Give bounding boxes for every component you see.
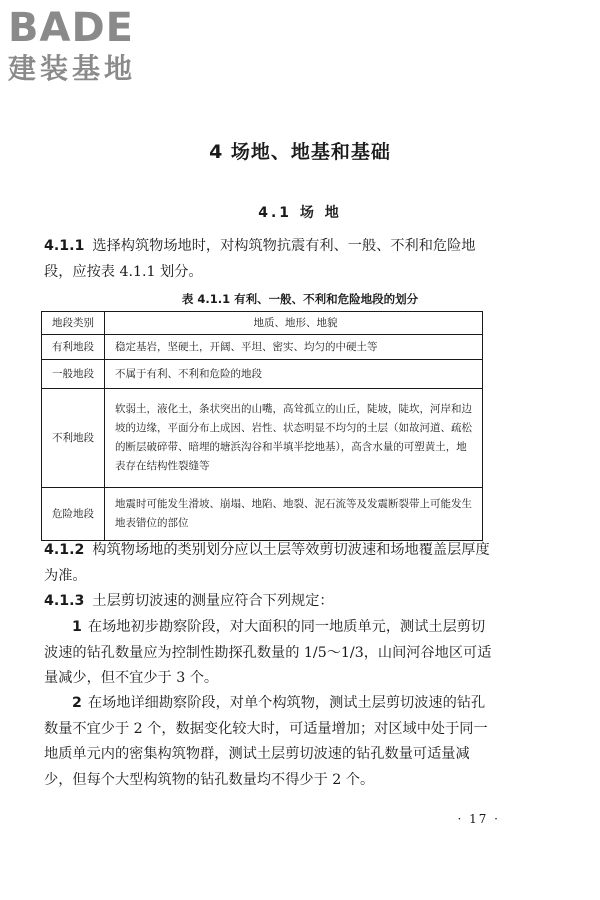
clause-number: 4.1.2 [44, 542, 85, 558]
section-title: 4.1 场 地 [258, 205, 342, 221]
table-caption: 表 4.1.1 有利、一般、不利和危险地段的划分 [181, 292, 419, 306]
row-category: 一般地段 [42, 360, 105, 389]
clause-item-2 [44, 691, 496, 793]
header-category: 地段类别 [42, 312, 105, 335]
row-description: 稳定基岩，坚硬土，开阔、平坦、密实、均匀的中硬土等 [105, 335, 483, 360]
row-category: 危险地段 [42, 488, 105, 541]
table-row [42, 488, 483, 541]
table-row [42, 360, 483, 389]
clause-item-1 [44, 615, 496, 692]
clause-4-1-3 [44, 589, 496, 615]
item-number: 2 [72, 695, 82, 711]
clause-number: 4.1.3 [44, 593, 85, 609]
row-description: 软弱土，液化土，条状突出的山嘴，高耸孤立的山丘，陡坡，陡坎，河岸和边坡的边缘，平面分布上成因、岩性、状态明显不均匀的土层（如故河道、疏松的断层破碎带、暗埋的塘浜沟谷和半填半挖地基），高含水量的可塑黄土，地表存在结构性裂缝等 [105, 389, 483, 488]
table-row [42, 335, 483, 360]
bade-logo [8, 6, 178, 86]
clause-text: 选择构筑物场地时，对构筑物抗震有利、一般、不利和危险地段，应按表 4.1.1 划分。 [44, 238, 476, 280]
item-text: 在场地初步勘察阶段，对大面积的同一地质单元，测试土层剪切波速的钻孔数量应为控制性勘探孔数量的 1/5～1/3，山间河谷地区可适量减少，但不宜少于 3 个。 [44, 619, 492, 686]
item-text: 在场地详细勘察阶段，对单个构筑物，测试土层剪切波速的钻孔数量不宜少于 2 个，数据变化较大时，可适量增加；对区域中处于同一地质单元内的密集构筑物群，测试土层剪切波速的钻孔数量可适量减少，但每个大型构筑物的钻孔数量均不得少于 2 个。 [44, 695, 488, 788]
table-header-row [42, 312, 483, 335]
logo-text-en: BADE [8, 5, 134, 51]
clause-4-1-1 [44, 234, 496, 285]
chapter-title: 4 场地、地基和基础 [209, 141, 391, 163]
row-category: 有利地段 [42, 335, 105, 360]
table-row [42, 389, 483, 488]
clause-4-1-2 [44, 538, 496, 589]
row-category: 不利地段 [42, 389, 105, 488]
row-description: 地震时可能发生滑坡、崩塌、地陷、地裂、泥石流等及发震断裂带上可能发生地表错位的部位 [105, 488, 483, 541]
clause-text: 土层剪切波速的测量应符合下列规定： [92, 593, 334, 609]
item-number: 1 [72, 619, 82, 635]
clause-text: 构筑物场地的类别划分应以土层等效剪切波速和场地覆盖层厚度为准。 [44, 542, 490, 584]
header-description: 地质、地形、地貌 [105, 312, 483, 335]
page-number: · 17 · [457, 812, 500, 826]
row-description: 不属于有利、不利和危险的地段 [105, 360, 483, 389]
zone-classification-table [41, 311, 483, 541]
clause-number: 4.1.1 [44, 238, 85, 254]
logo-text-zh: 建装基地 [8, 52, 137, 85]
